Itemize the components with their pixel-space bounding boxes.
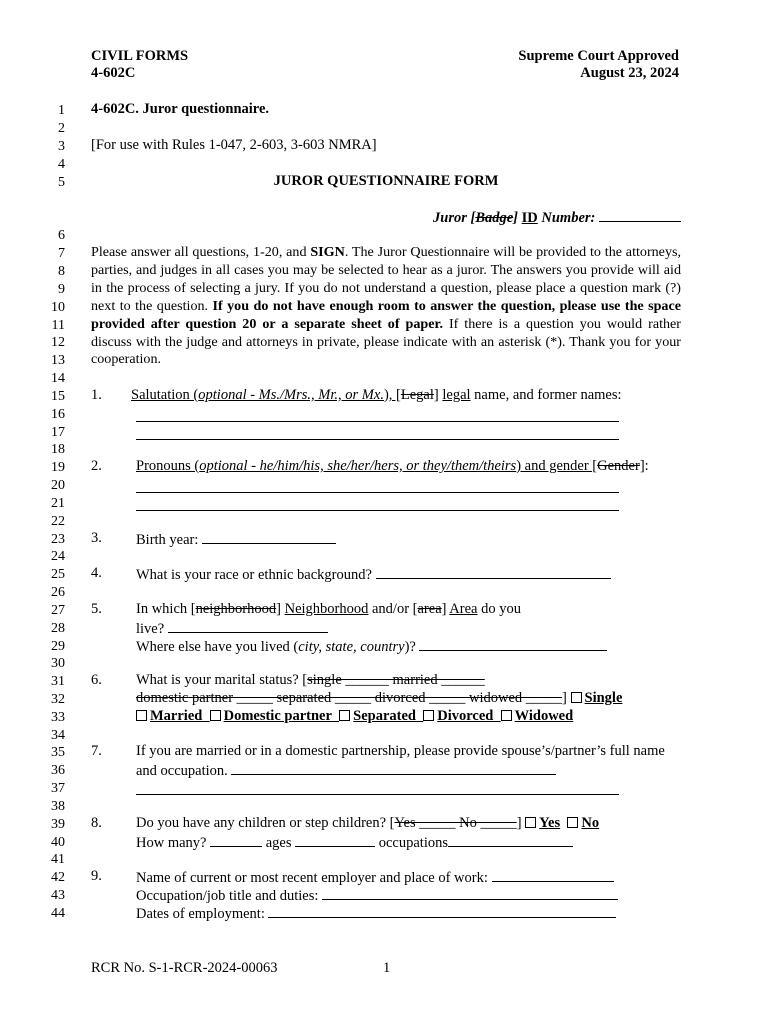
employment-dates-field[interactable] — [268, 904, 616, 918]
line-number: 21 — [51, 496, 65, 511]
option-yes[interactable]: Yes — [525, 815, 560, 831]
approval-label: Supreme Court Approved — [518, 48, 679, 64]
instructions-paragraph: Please answer all questions, 1-20, and SIGN. The Juror Questionnaire will be provided to the attorneys, parties, and judges in all cases you may be selected to hear as a juror. The answers you provide will aid in the process of selecting a jury. If you do not understand a question, please place a question mark (?) next to the question. If you do not have enough room to answer the question, please use the space provided after question 20 or a separate sheet of paper. If there is a question you would rather discuss with the judge and attorneys in private, please indicate with an asterisk (*). Thank you for your cooperation. — [91, 244, 681, 368]
space-instruction: If you do not have enough room to answer the question, please use the space provided after question 20 or a separate sheet of paper. — [91, 297, 681, 332]
question-5-where: Where else have you lived (city, state, country)? — [136, 637, 681, 657]
question-2-text: Pronouns (optional - he/him/his, she/her/hers, or they/them/theirs) and gender [Gender]: — [136, 458, 649, 474]
option-married[interactable]: Married — [136, 708, 202, 724]
question-6-line2: domestic partner _____ separated _____ divorced _____ widowed _____] Single — [136, 690, 623, 706]
line-number: 27 — [51, 603, 65, 618]
line-number: 29 — [51, 639, 65, 654]
spouse-field[interactable] — [231, 761, 556, 775]
checkbox-icon[interactable] — [525, 817, 536, 828]
option-no[interactable]: No — [567, 815, 599, 831]
question-number: 4. — [91, 565, 102, 581]
line-number: 23 — [51, 532, 65, 547]
form-series-label: CIVIL FORMS — [91, 48, 189, 64]
question-5-live: live? — [136, 619, 681, 639]
line-number: 25 — [51, 567, 65, 582]
live-field[interactable] — [168, 619, 328, 633]
question-5-text: In which [neighborhood] Neighborhood and/or [area] Area do you — [136, 601, 521, 617]
line-number: 40 — [51, 835, 65, 850]
juror-id-line: Juror [Badge] ID Number: — [91, 208, 681, 228]
option-single[interactable]: Single — [571, 690, 623, 706]
line-number: 36 — [51, 763, 65, 778]
line-number: 14 — [51, 371, 65, 386]
birth-year-field[interactable] — [202, 530, 336, 544]
employer-field[interactable] — [492, 868, 614, 882]
line-number: 9 — [58, 282, 65, 297]
line-number: 22 — [51, 514, 65, 529]
line-number: 37 — [51, 781, 65, 796]
question-number: 1. — [91, 387, 102, 403]
approval-header — [518, 48, 679, 82]
checkbox-icon[interactable] — [339, 710, 350, 721]
checkbox-icon[interactable] — [210, 710, 221, 721]
line-number: 32 — [51, 692, 65, 707]
line-number: 26 — [51, 585, 65, 600]
line-number: 34 — [51, 728, 65, 743]
question-6-text: What is your marital status? [single ______ married ______ — [136, 672, 485, 688]
inserted-id-text: ID — [521, 210, 538, 226]
checkbox-icon[interactable] — [423, 710, 434, 721]
question-number: 5. — [91, 601, 102, 617]
question-8-text: Do you have any children or step children? [Yes _____ No _____] Yes No — [136, 815, 600, 831]
question-number: 6. — [91, 672, 102, 688]
line-number: 10 — [51, 300, 65, 315]
juror-id-field[interactable] — [599, 208, 681, 222]
line-number: 2 — [58, 121, 65, 136]
line-number: 20 — [51, 478, 65, 493]
line-number: 43 — [51, 888, 65, 903]
race-field[interactable] — [376, 565, 611, 579]
option-widowed[interactable]: Widowed — [501, 708, 574, 724]
question-3-text: Birth year: — [136, 530, 681, 550]
line-number: 31 — [51, 674, 65, 689]
question-number: 9. — [91, 868, 102, 884]
line-number: 11 — [51, 318, 65, 333]
sign-emphasis: SIGN — [310, 244, 345, 260]
line-number: 35 — [51, 745, 65, 760]
question-7-line2: and occupation. — [136, 761, 681, 781]
question-9-line2: Occupation/job title and duties: — [136, 886, 681, 906]
question-8-details: How many? ages occupations — [136, 833, 681, 853]
line-number: 30 — [51, 656, 65, 671]
line-number: 7 — [58, 246, 65, 261]
line-number: 28 — [51, 621, 65, 636]
question-number: 7. — [91, 743, 102, 759]
answer-line[interactable] — [136, 794, 619, 795]
question-4-text: What is your race or ethnic background? — [136, 565, 681, 585]
form-number-label: 4-602C — [91, 65, 136, 81]
occupations-field[interactable] — [448, 833, 573, 847]
question-9-line3: Dates of employment: — [136, 904, 681, 924]
question-number: 2. — [91, 458, 102, 474]
line-number: 24 — [51, 549, 65, 564]
answer-line[interactable] — [136, 439, 619, 440]
line-number: 8 — [58, 264, 65, 279]
checkbox-icon[interactable] — [136, 710, 147, 721]
form-title: JUROR QUESTIONNAIRE FORM — [273, 173, 499, 189]
children-count-field[interactable] — [210, 833, 262, 847]
line-number: 39 — [51, 817, 65, 832]
checkbox-icon[interactable] — [571, 692, 582, 703]
page-number: 1 — [383, 960, 391, 976]
ages-field[interactable] — [295, 833, 375, 847]
lived-field[interactable] — [419, 637, 607, 651]
approval-date: August 23, 2024 — [580, 65, 679, 81]
option-separated[interactable]: Separated — [339, 708, 416, 724]
line-number: 38 — [51, 799, 65, 814]
option-domestic-partner[interactable]: Domestic partner — [210, 708, 332, 724]
question-9-text: Name of current or most recent employer and place of work: — [136, 868, 681, 888]
line-number: 6 — [58, 228, 65, 243]
marital-options — [136, 708, 681, 726]
option-divorced[interactable]: Divorced — [423, 708, 493, 724]
question-1-text: Salutation (optional - Ms./Mrs., Mr., or Mx.), [Legal] legal name, and former names: — [131, 387, 622, 403]
line-number: 42 — [51, 870, 65, 885]
answer-line[interactable] — [136, 510, 619, 511]
line-number: 41 — [51, 852, 65, 867]
rule-title: 4-602C. Juror questionnaire. — [91, 101, 270, 117]
line-number: 19 — [51, 460, 65, 475]
line-number: 13 — [51, 353, 65, 368]
question-number: 8. — [91, 815, 102, 831]
rcr-number: RCR No. S-1-RCR-2024-00063 — [91, 960, 278, 976]
line-number: 5 — [58, 175, 65, 190]
line-number: 3 — [58, 139, 65, 154]
line-number: 15 — [51, 389, 65, 404]
answer-line[interactable] — [136, 492, 619, 493]
checkbox-icon[interactable] — [567, 817, 578, 828]
line-number: 17 — [51, 425, 65, 440]
form-series-header — [91, 48, 188, 82]
line-number: 33 — [51, 710, 65, 725]
answer-line[interactable] — [136, 421, 619, 422]
line-number: 4 — [58, 157, 65, 172]
occupation-field[interactable] — [322, 886, 618, 900]
question-7-text: If you are married or in a domestic partnership, please provide spouse’s/partner’s full name — [136, 743, 665, 759]
line-number: 1 — [58, 103, 65, 118]
rule-use-note: [For use with Rules 1-047, 2-603, 3-603 NMRA] — [91, 137, 377, 153]
line-number: 44 — [51, 906, 65, 921]
line-number: 16 — [51, 407, 65, 422]
line-number: 12 — [51, 335, 65, 350]
checkbox-icon[interactable] — [501, 710, 512, 721]
question-number: 3. — [91, 530, 102, 546]
line-number: 18 — [51, 442, 65, 457]
struck-badge-text: Badge — [475, 210, 514, 226]
